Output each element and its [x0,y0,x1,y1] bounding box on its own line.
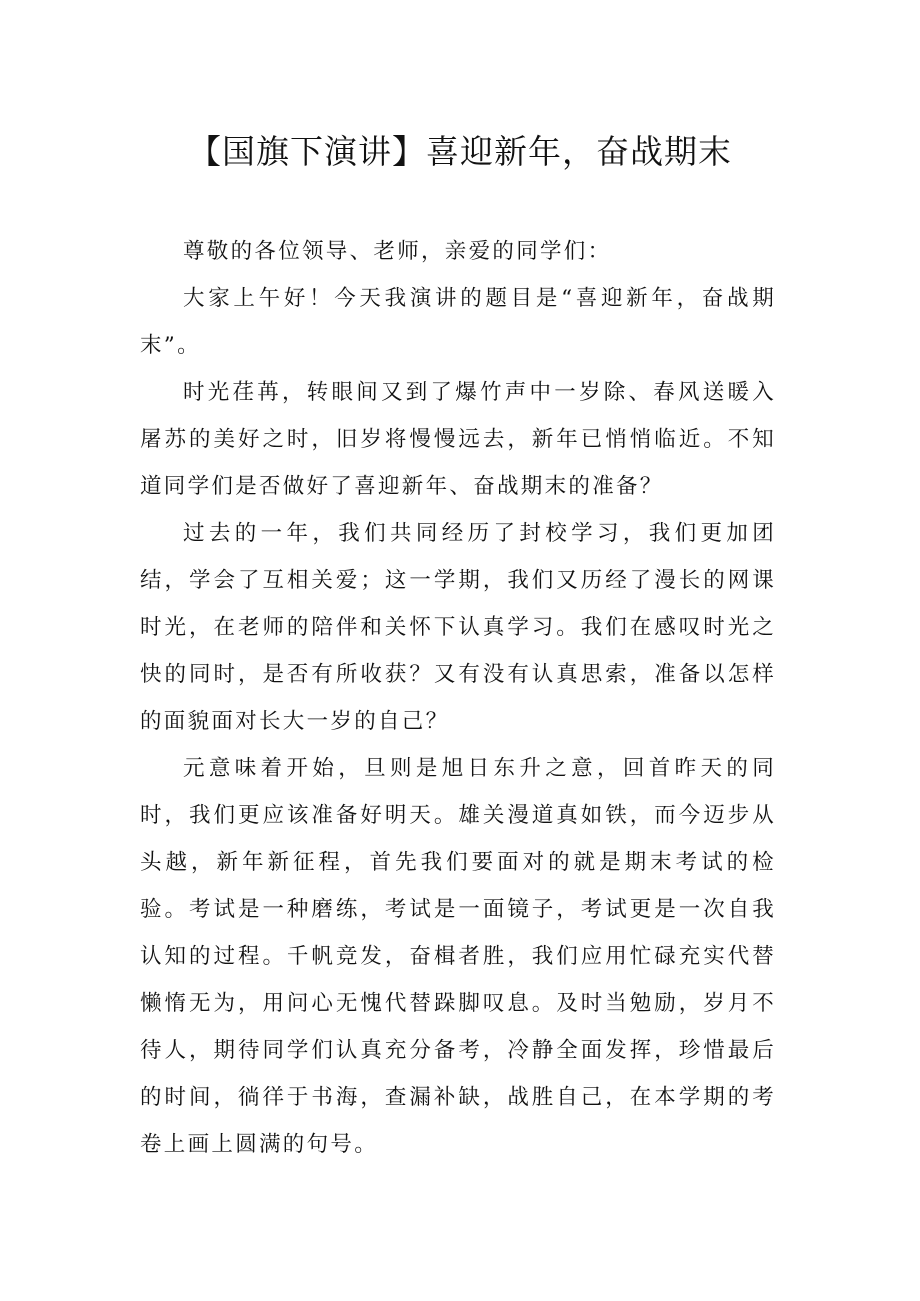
document-body [140,228,776,1168]
paragraph-greeting: 大家上午好！今天我演讲的题目是“喜迎新年，奋战期末”。 [140,286,776,358]
paragraph-past-year: 过去的一年，我们共同经历了封校学习，我们更加团结，学会了互相关爱；这一学期，我们又历经了漫长的网课时光，在老师的陪伴和关怀下认真学习。我们在感叹时光之快的同时，是否有所收获？又有没有认真思索，准备以怎样的面貌面对长大一岁的自己？ [140,521,776,734]
paragraph-time: 时光荏苒，转眼间又到了爆竹声中一岁除、春风送暖入屠苏的美好之时，旧岁将慢慢远去，新年已悄悄临近。不知道同学们是否做好了喜迎新年、奋战期末的准备？ [140,380,776,499]
paragraph-salutation: 尊敬的各位领导、老师，亲爱的同学们： [183,239,612,264]
document-title: 【国旗下演讲】喜迎新年，奋战期末 [188,132,732,171]
paragraph-new-year-exam: 元意味着开始，旦则是旭日东升之意，回首昨天的同时，我们更应该准备好明天。雄关漫道真如铁，而今迈步从头越，新年新征程，首先我们要面对的就是期末考试的检验。考试是一种磨练，考试是一面镜子，考试更是一次自我认知的过程。千帆竞发，奋楫者胜，我们应用忙碌充实代替懒惰无为，用问心无愧代替跺脚叹息。及时当勉励，岁月不待人，期待同学们认真充分备考，冷静全面发挥，珍惜最后的时间，徜徉于书海，查漏补缺，战胜自己，在本学期的考卷上画上圆满的句号。 [140,756,776,1157]
